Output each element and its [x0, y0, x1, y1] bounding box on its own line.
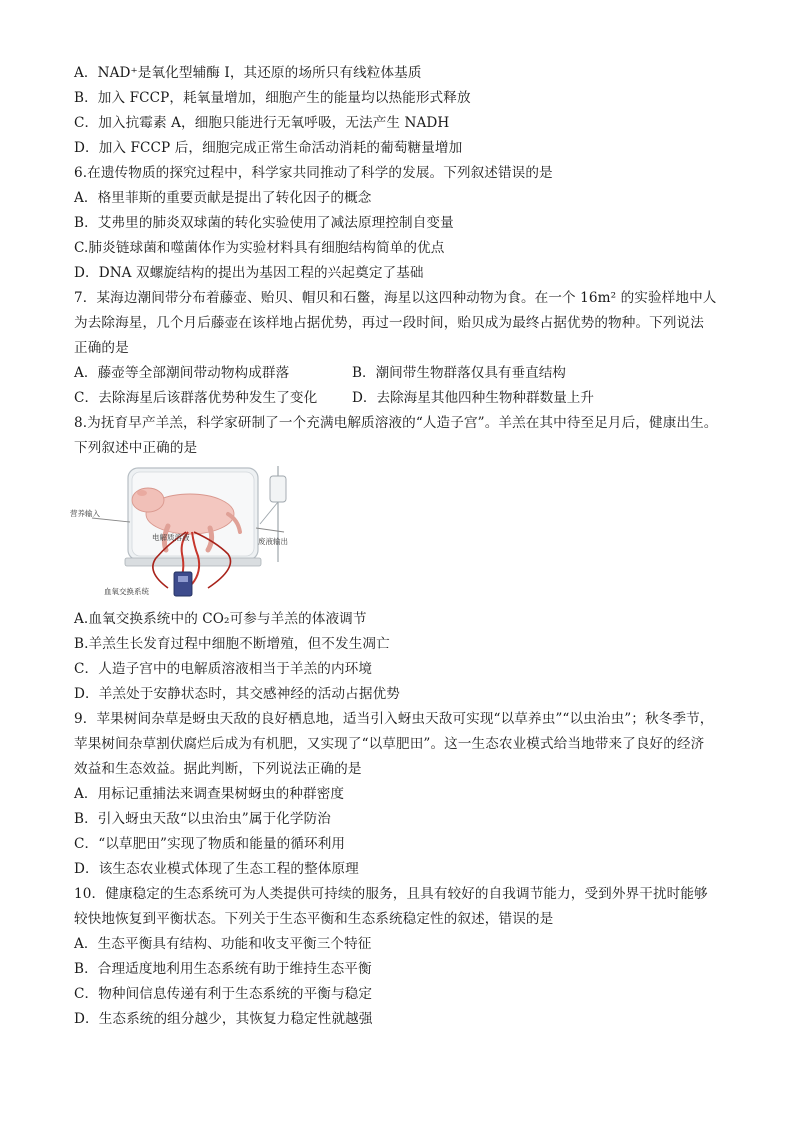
q5-option-b: B．加入 FCCP，耗氧量增加，细胞产生的能量均以热能形式释放: [74, 90, 471, 106]
q7-option-d: D．去除海星其他四种生物种群数量上升: [352, 390, 594, 406]
q8-option-d: D．羊羔处于安静状态时，其交感神经的活动占据优势: [74, 686, 400, 702]
q10-option-c: C．物种间信息传递有利于生态系统的平衡与稳定: [74, 986, 373, 1002]
q9-option-c: C．“以草肥田”实现了物质和能量的循环利用: [74, 836, 346, 852]
q8-option-a: A.血氧交换系统中的 CO₂可参与羊羔的体液调节: [74, 611, 367, 627]
q9-stem-line1: 9．苹果树间杂草是蚜虫天敌的良好栖息地，适当引入蚜虫天敌可实现“以草养虫”“以虫治虫”；秋冬季节，: [74, 711, 714, 727]
q6-option-d: D．DNA 双螺旋结构的提出为基因工程的兴起奠定了基础: [74, 265, 424, 281]
label-electrolyte-solution: 电解质溶液: [152, 533, 190, 542]
fluid-bottle: [270, 476, 286, 502]
q8-option-c: C．人造子宫中的电解质溶液相当于羊羔的内环境: [74, 661, 373, 677]
q8-stem-line1: 8.为抚育早产羊羔，科学家研制了一个充满电解质溶液的“人造子宫”。羊羔在其中待至足月后，健康出生。: [74, 415, 718, 431]
q9-stem-line3: 效益和生态效益。据此判断，下列说法正确的是: [74, 761, 362, 777]
oxygen-exchange-box: [174, 572, 192, 596]
label-blood-oxygen-exchange: 血氧交换系统: [104, 587, 149, 596]
q9-option-d: D．该生态农业模式体现了生态工程的整体原理: [74, 861, 359, 877]
artificial-womb-figure: [70, 462, 302, 600]
q8-option-b: B.羊羔生长发育过程中细胞不断增殖，但不发生凋亡: [74, 636, 390, 652]
artificial-womb-illustration: [70, 462, 302, 600]
q7-stem-line3: 正确的是: [74, 340, 129, 356]
q9-option-a: A．用标记重捕法来调查果树蚜虫的种群密度: [74, 786, 345, 802]
q10-option-b: B．合理适度地利用生态系统有助于维持生态平衡: [74, 961, 372, 977]
q6-stem: 6.在遗传物质的探究过程中，科学家共同推动了科学的发展。下列叙述错误的是: [74, 165, 553, 181]
support-tray: [125, 558, 261, 566]
q6-option-b: B．艾弗里的肺炎双球菌的转化实验使用了减法原理控制自变量: [74, 215, 454, 231]
label-waste-output: 废液输出: [258, 537, 288, 546]
q7-option-a: A．藤壶等全部潮间带动物构成群落: [74, 365, 290, 381]
q7-stem-line1: 7．某海边潮间带分布着藤壶、贻贝、帽贝和石鳖，海星以这四种动物为食。在一个 16m² 的实验样地中人: [74, 290, 717, 306]
q5-option-d: D．加入 FCCP 后，细胞完成正常生命活动消耗的葡萄糖量增加: [74, 140, 463, 156]
q9-stem-line2: 苹果树间杂草割伏腐烂后成为有机肥，又实现了“以草肥田”。这一生态农业模式给当地带来了良好的经济: [74, 736, 705, 752]
q6-option-c: C.肺炎链球菌和噬菌体作为实验材料具有细胞结构简单的优点: [74, 240, 445, 256]
q7-option-b: B．潮间带生物群落仅具有垂直结构: [352, 365, 566, 381]
q10-option-a: A．生态平衡具有结构、功能和收支平衡三个特征: [74, 936, 372, 952]
q9-option-b: B．引入蚜虫天敌“以虫治虫”属于化学防治: [74, 811, 331, 827]
q5-option-c: C．加入抗霉素 A，细胞只能进行无氧呼吸，无法产生 NADH: [74, 115, 450, 131]
q10-option-d: D．生态系统的组分越少，其恢复力稳定性就越强: [74, 1011, 373, 1027]
q10-stem-line2: 较快地恢复到平衡状态。下列关于生态平衡和生态系统稳定性的叙述，错误的是: [74, 911, 554, 927]
q5-option-a: A．NAD⁺是氧化型辅酶 I，其还原的场所只有线粒体基质: [74, 65, 422, 81]
q7-option-c: C．去除海星后该群落优势种发生了变化: [74, 390, 318, 406]
label-nutrient-input: 营养输入: [70, 509, 100, 518]
q6-option-a: A．格里菲斯的重要贡献是提出了转化因子的概念: [74, 190, 372, 206]
q7-stem-line2: 为去除海星，几个月后藤壶在该样地占据优势，再过一段时间，贻贝成为最终占据优势的物种。下列说法: [74, 315, 704, 331]
q8-stem-line2: 下列叙述中正确的是: [74, 440, 198, 456]
q10-stem-line1: 10．健康稳定的生态系统可为人类提供可持续的服务，且具有较好的自我调节能力，受到外界干扰时能够: [74, 886, 708, 902]
